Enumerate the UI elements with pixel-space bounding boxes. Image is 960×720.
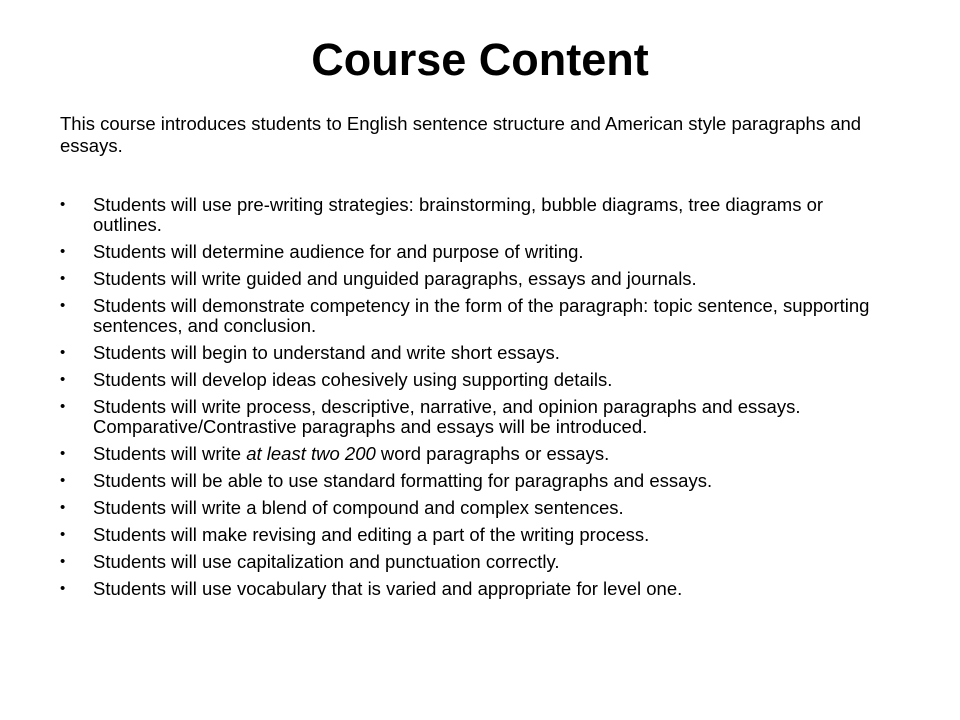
bullet-icon: • [60, 297, 66, 314]
bullet-icon: • [60, 580, 66, 597]
list-item [60, 552, 880, 572]
page-title: Course Content [311, 34, 649, 85]
list-item [60, 525, 880, 545]
bullet-icon: • [60, 445, 66, 462]
objectives-list [60, 195, 880, 606]
bullet-icon: • [60, 499, 66, 516]
list-item-text: Students will demonstrate competency in the form of the paragraph: topic sentence, supporting sentences, and conclusion. [93, 295, 870, 336]
list-item-text: Students will determine audience for and purpose of writing. [93, 241, 584, 262]
list-item-text-after: word paragraphs or essays. [375, 443, 610, 464]
bullet-icon: • [60, 196, 66, 213]
list-item [60, 370, 880, 390]
bullet-icon: • [60, 472, 66, 489]
bullet-icon: • [60, 526, 66, 543]
list-item [60, 343, 880, 363]
list-item-text: Students will use vocabulary that is varied and appropriate for level one. [93, 578, 683, 599]
list-item-text-before: Students will write [93, 443, 247, 464]
bullet-icon: • [60, 243, 66, 260]
list-item [60, 498, 880, 518]
list-item-text: Students will write process, descriptive, narrative, and opinion paragraphs and essays. Comparative/Contrastive paragraphs and essays will be introduced. [93, 396, 801, 437]
intro-paragraph: This course introduces students to English sentence structure and American style paragraphs and essays. [60, 113, 862, 156]
list-item [60, 296, 880, 336]
list-item [60, 269, 880, 289]
list-item [60, 471, 880, 491]
list-item-text: Students will make revising and editing a part of the writing process. [93, 524, 650, 545]
list-item-emphasis: at least two 200 [246, 443, 376, 464]
list-item-text: Students will begin to understand and write short essays. [93, 342, 560, 363]
list-item-text: Students will write a blend of compound and complex sentences. [93, 497, 624, 518]
bullet-icon: • [60, 270, 66, 287]
list-item-text: Students will develop ideas cohesively using supporting details. [93, 369, 613, 390]
bullet-icon: • [60, 398, 66, 415]
list-item [60, 579, 880, 599]
list-item-text: Students will use capitalization and punctuation correctly. [93, 551, 560, 572]
bullet-icon: • [60, 371, 66, 388]
list-item [60, 242, 880, 262]
list-item-text: Students will write guided and unguided paragraphs, essays and journals. [93, 268, 697, 289]
list-item-text: Students will be able to use standard formatting for paragraphs and essays. [93, 470, 713, 491]
list-item [60, 444, 880, 464]
list-item-text: Students will use pre-writing strategies: brainstorming, bubble diagrams, tree diagrams or outlines. [93, 194, 824, 235]
list-item [60, 397, 880, 437]
bullet-icon: • [60, 344, 66, 361]
bullet-icon: • [60, 553, 66, 570]
list-item [60, 195, 880, 235]
